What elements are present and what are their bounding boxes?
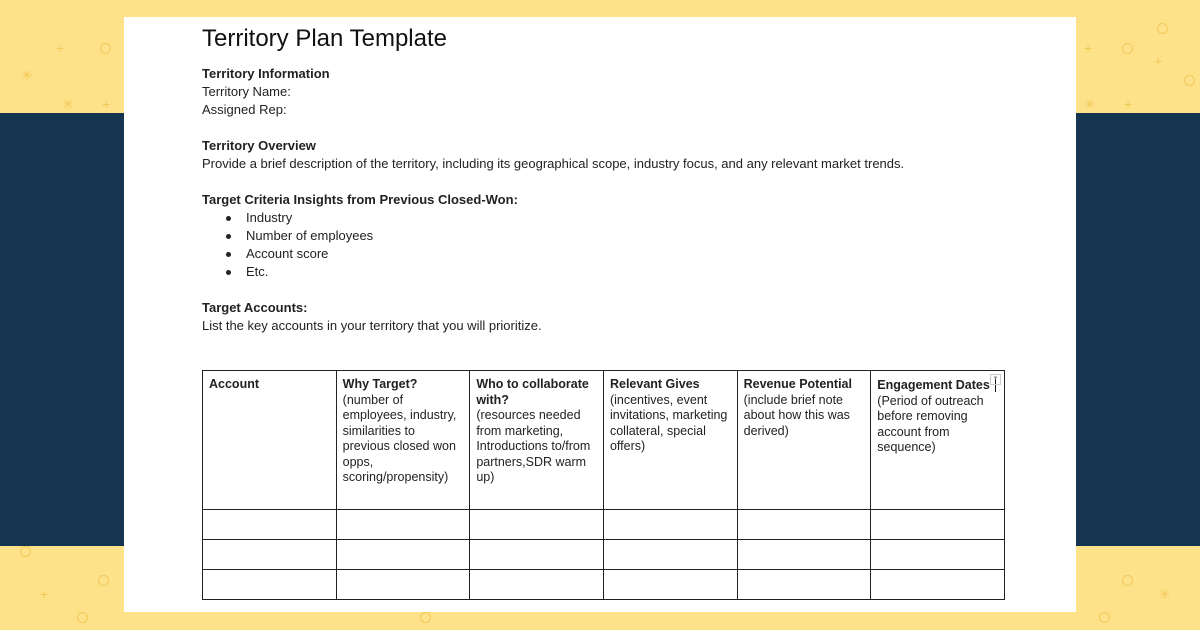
decor-star-icon bbox=[1159, 587, 1171, 601]
column-header-account[interactable] bbox=[203, 371, 337, 510]
column-title: Account bbox=[209, 377, 259, 391]
column-header-revenue-potential[interactable] bbox=[737, 371, 871, 510]
decor-plus-icon bbox=[1084, 41, 1092, 55]
column-description: (number of employees, industry, similarities to previous closed won opps, scoring/propensity) bbox=[342, 392, 457, 484]
decor-plus-icon bbox=[40, 587, 48, 601]
document-title: Territory Plan Template bbox=[202, 25, 447, 52]
column-title: Why Target? bbox=[342, 377, 418, 391]
table-cell[interactable] bbox=[603, 540, 737, 570]
target-accounts-table bbox=[202, 370, 1005, 600]
decor-plus-icon bbox=[1124, 97, 1132, 111]
table-cell[interactable] bbox=[737, 510, 871, 540]
decor-circle-icon bbox=[1184, 75, 1195, 86]
target-accounts-text: List the key accounts in your territory that you will prioritize. bbox=[202, 318, 542, 333]
decor-circle-icon bbox=[100, 43, 111, 54]
column-header-why-target[interactable] bbox=[336, 371, 470, 510]
territory-info-heading: Territory Information bbox=[202, 66, 330, 81]
territory-overview-heading: Territory Overview bbox=[202, 138, 316, 153]
target-criteria-heading: Target Criteria Insights from Previous Closed-Won: bbox=[202, 192, 518, 207]
document-page bbox=[124, 17, 1076, 612]
column-title: Who to collaborate with? bbox=[476, 377, 589, 407]
table-cell[interactable] bbox=[203, 510, 337, 540]
column-header-relevant-gives[interactable] bbox=[603, 371, 737, 510]
decor-plus-icon bbox=[56, 41, 64, 55]
column-title: Relevant Gives bbox=[609, 377, 700, 391]
decor-plus-icon bbox=[1154, 54, 1162, 68]
decor-plus-icon bbox=[102, 97, 110, 111]
table-cell[interactable] bbox=[871, 540, 1005, 570]
table-header-row bbox=[203, 371, 1005, 510]
target-criteria-list bbox=[202, 209, 518, 281]
assigned-rep-label: Assigned Rep: bbox=[202, 102, 287, 117]
column-description: (incentives, event invitations, marketing collateral, special offers) bbox=[609, 392, 728, 453]
table-cell[interactable] bbox=[737, 570, 871, 600]
list-item: Number of employees bbox=[226, 227, 518, 245]
table-cell[interactable] bbox=[603, 510, 737, 540]
target-criteria-section bbox=[202, 191, 518, 281]
table-cell[interactable] bbox=[470, 570, 604, 600]
column-description: (include brief note about how this was derived) bbox=[743, 392, 850, 438]
column-title: Engagement Dates bbox=[877, 378, 990, 392]
table-row bbox=[203, 570, 1005, 600]
decor-circle-icon bbox=[1099, 612, 1110, 623]
column-description: (resources needed from marketing, Introductions to/from partners,SDR warm up) bbox=[476, 408, 591, 484]
column-header-engagement-dates[interactable] bbox=[871, 371, 1005, 510]
table-cell[interactable] bbox=[871, 510, 1005, 540]
decor-star-icon bbox=[62, 97, 74, 111]
column-description: (Period of outreach before removing account from sequence) bbox=[877, 393, 984, 454]
decor-star-icon bbox=[21, 68, 33, 82]
table-row bbox=[203, 540, 1005, 570]
table-cell[interactable] bbox=[203, 540, 337, 570]
territory-overview-section bbox=[202, 137, 904, 173]
decor-circle-icon bbox=[98, 575, 109, 586]
table-cell[interactable] bbox=[336, 510, 470, 540]
target-accounts-section bbox=[202, 299, 542, 335]
decor-circle-icon bbox=[1157, 23, 1168, 34]
table-row bbox=[203, 510, 1005, 540]
list-item: Etc. bbox=[226, 263, 518, 281]
table-cell[interactable] bbox=[871, 570, 1005, 600]
territory-overview-text: Provide a brief description of the territory, including its geographical scope, industry focus, and any relevant market trends. bbox=[202, 156, 905, 171]
table-cell[interactable] bbox=[470, 540, 604, 570]
list-item: Industry bbox=[226, 209, 518, 227]
column-title: Revenue Potential bbox=[743, 377, 852, 391]
territory-info-section bbox=[202, 65, 330, 119]
decor-circle-icon bbox=[1122, 575, 1133, 586]
column-header-collaborate[interactable] bbox=[470, 371, 604, 510]
decor-circle-icon bbox=[1122, 43, 1133, 54]
table-cell[interactable] bbox=[336, 570, 470, 600]
table-cell[interactable] bbox=[737, 540, 871, 570]
territory-name-label: Territory Name: bbox=[202, 84, 291, 99]
table-cell[interactable] bbox=[603, 570, 737, 600]
list-item: Account score bbox=[226, 245, 518, 263]
decor-star-icon bbox=[1084, 97, 1096, 111]
decor-circle-icon bbox=[420, 612, 431, 623]
table-cell[interactable] bbox=[336, 540, 470, 570]
decor-circle-icon bbox=[77, 612, 88, 623]
table-cell[interactable] bbox=[470, 510, 604, 540]
chevron-down-icon[interactable]: ▾ bbox=[990, 374, 1001, 385]
table-cell[interactable] bbox=[203, 570, 337, 600]
target-accounts-heading: Target Accounts: bbox=[202, 300, 308, 315]
decor-circle-icon bbox=[20, 546, 31, 557]
